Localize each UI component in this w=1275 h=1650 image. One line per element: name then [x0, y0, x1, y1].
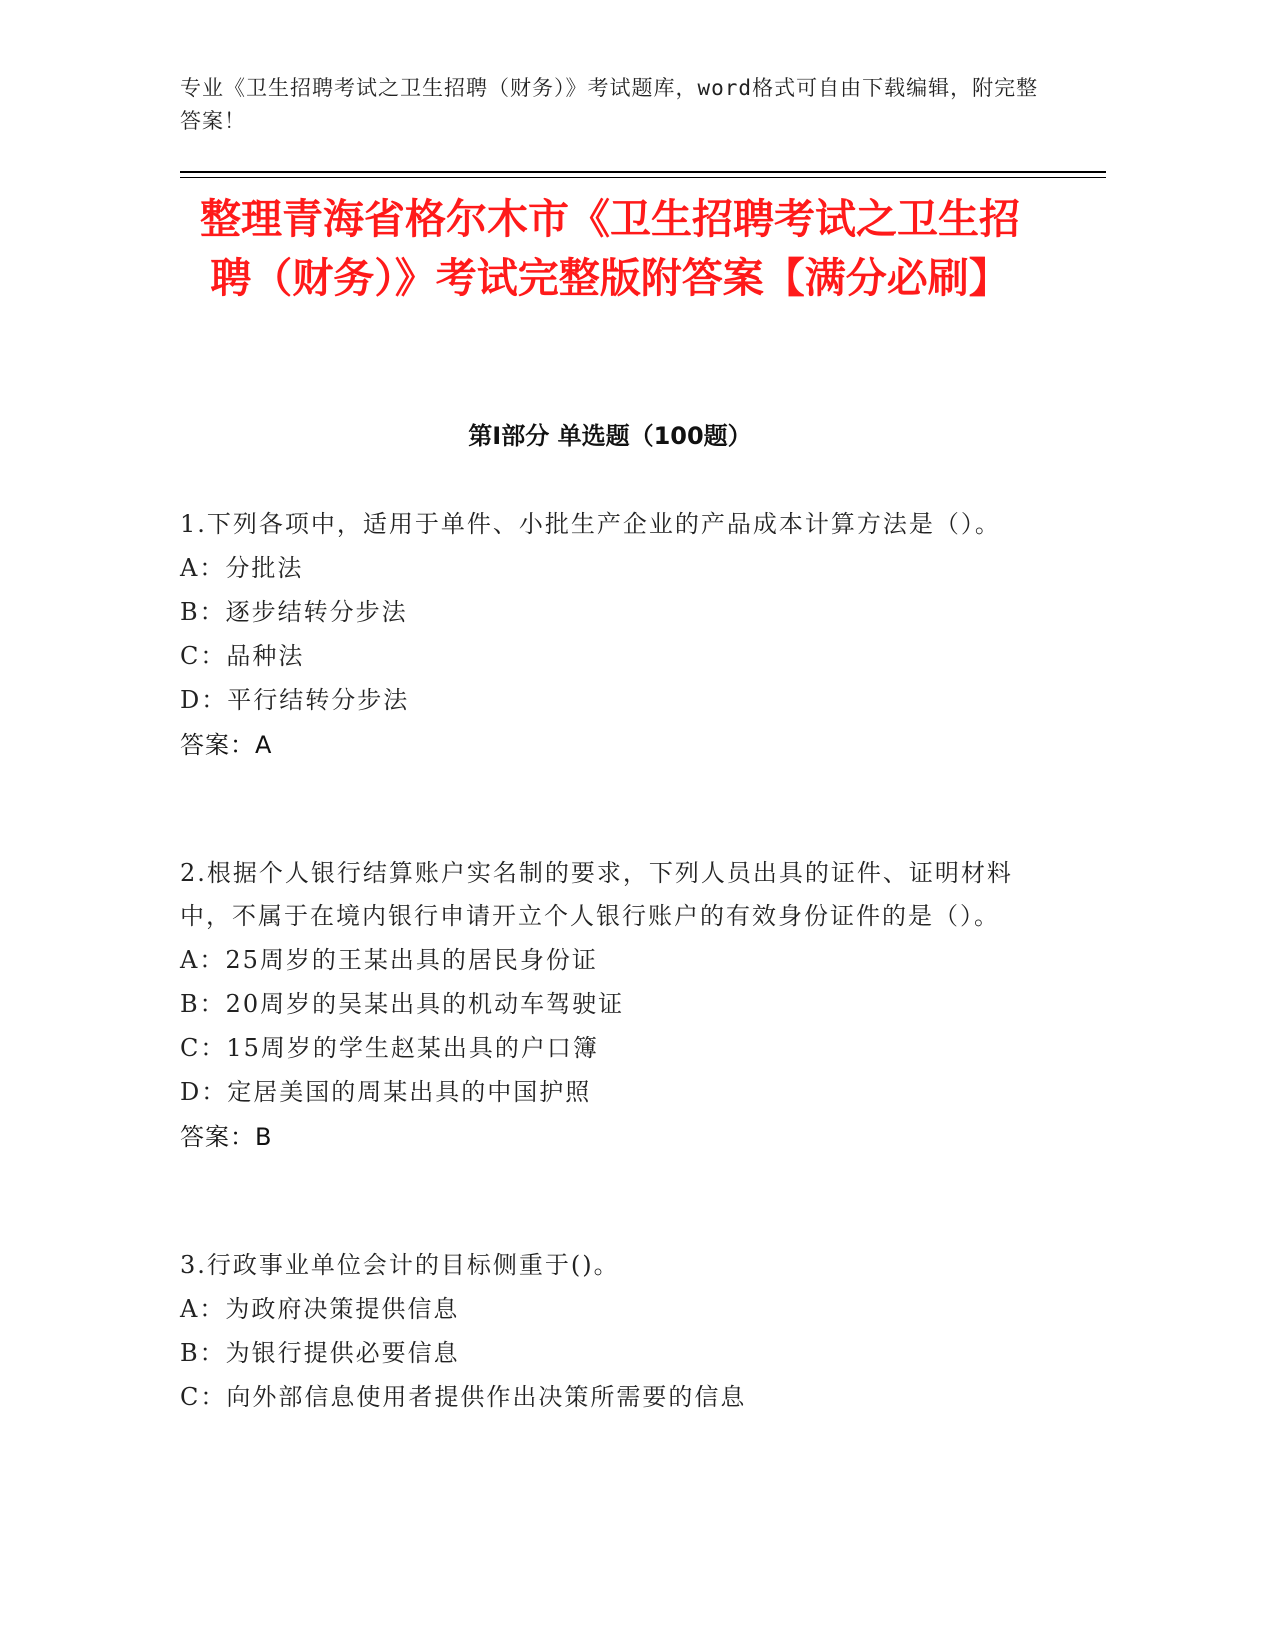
option-c: C：向外部信息使用者提供作出决策所需要的信息: [180, 1383, 747, 1411]
option-d: D：定居美国的周某出具的中国护照: [180, 1078, 592, 1106]
question-2: [180, 852, 1025, 1160]
option-c: C：品种法: [180, 642, 305, 670]
question-stem: 2.根据个人银行结算账户实名制的要求，下列人员出具的证件、证明材料中，不属于在境内银行申请开立个人银行账户的有效身份证件的是（）。: [180, 859, 1013, 930]
header-divider-thin: [180, 177, 1106, 178]
option-d: D：平行结转分步法: [180, 686, 410, 714]
question-stem: 3.行政事业单位会计的目标侧重于()。: [180, 1251, 620, 1279]
question-1: [180, 503, 1025, 768]
section-title: 第Ⅰ部分 单选题（100题）: [468, 422, 752, 450]
option-c: C：15周岁的学生赵某出具的户口簿: [180, 1034, 599, 1062]
option-b: B：20周岁的吴某出具的机动车驾驶证: [180, 990, 625, 1018]
question-stem: 1.下列各项中，适用于单件、小批生产企业的产品成本计算方法是（）。: [180, 510, 1001, 538]
answer: 答案：B: [180, 1123, 273, 1151]
option-a: A：分批法: [180, 554, 304, 582]
answer: 答案：A: [180, 731, 273, 759]
header-divider-thick: [180, 171, 1106, 173]
document-title: 整理青海省格尔木市《卫生招聘考试之卫生招聘（财务）》考试完整版附答案【满分必刷】: [200, 195, 1020, 302]
option-b: B：为银行提供必要信息: [180, 1339, 460, 1367]
option-b: B：逐步结转分步法: [180, 598, 408, 626]
header-note: 专业《卫生招聘考试之卫生招聘（财务）》考试题库，word格式可自由下载编辑，附完整答案！: [180, 76, 1039, 133]
option-a: A：25周岁的王某出具的居民身份证: [180, 946, 598, 974]
question-3: [180, 1244, 1025, 1419]
option-a: A：为政府决策提供信息: [180, 1295, 460, 1323]
